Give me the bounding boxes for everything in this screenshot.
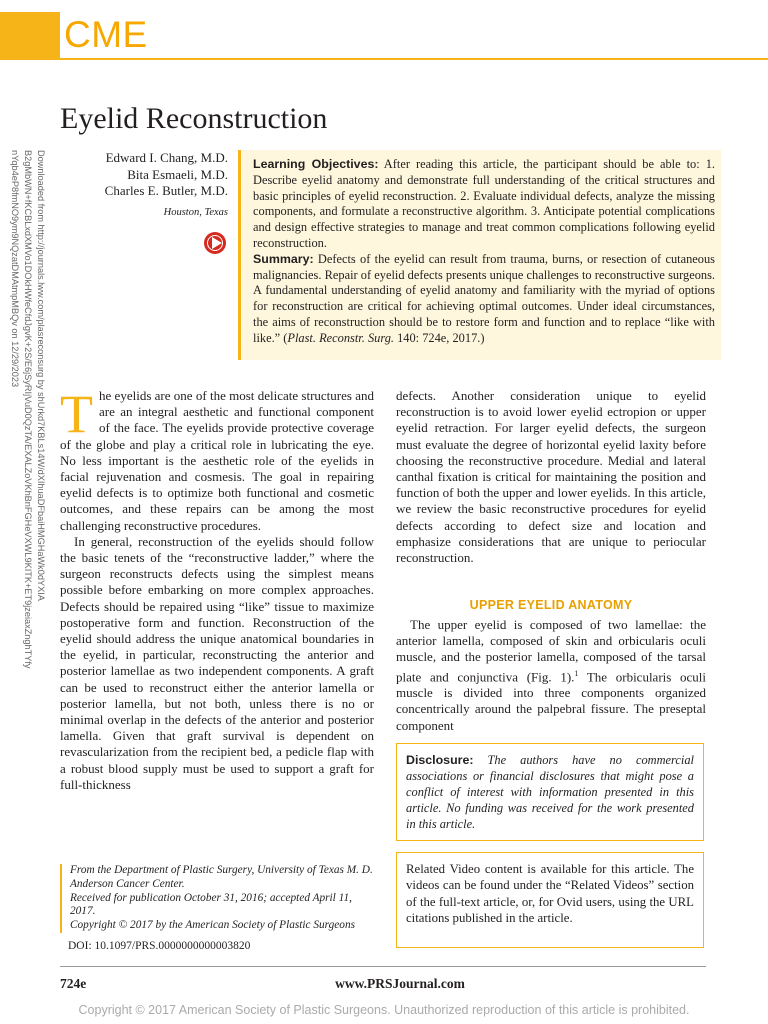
- body-paragraph: In general, reconstruction of the eyelids should follow the basic tenets of the “reconstructive ladder,” where the surgeon reconstructs defects using the simplest means possible before embarking on more complex approaches. Defects should be repaired using “like” tissue to maximize postoperative form and function. Reconstruction of the eyelid should address the unique anatomical boundaries in the eyelid, in particular, reconstructing the anterior and posterior lamellae as two independent components. A graft can be used to reconstruct either the anterior lamella or posterior lamella, but not both, unless there is no or minimal overlap in the defects of the anterior and posterior lamella. Given that graft survival is dependent on revascularization from the recipient bed, a pedicle flap with a robust blood supply must be used to support a graft for full-thickness: [60, 533, 374, 792]
- journal-url[interactable]: www.PRSJournal.com: [335, 976, 465, 991]
- cme-label: CME: [64, 14, 148, 55]
- doi[interactable]: DOI: 10.1097/PRS.0000000000003820: [68, 940, 251, 952]
- body-paragraph: defects. Another consideration unique to eyelid reconstruction is to avoid lower eyelid ectropion or upper eyelid retraction. For larger eyelid defects, the surgeon must evaluate the degree of horizontal eyelid laxity before choosing the reconstructive procedure. Medial and lateral canthal fixation is critical for maintaining the position and function of both the upper and lower eyelids. In this article, we review the basic reconstructive procedures for eyelid defects according to defect size and location and emphasize considerations that are unique to periocular reconstruction.: [396, 388, 706, 566]
- article-footnote: [60, 864, 374, 933]
- footnote-copyright: Copyright © 2017 by the American Society of Plastic Surgeons: [70, 919, 355, 932]
- objectives-label: Learning Objectives:: [253, 157, 379, 171]
- author-list: [60, 150, 228, 200]
- summary-label: Summary:: [253, 251, 314, 266]
- footnote-received: Received for publication October 31, 2016; accepted April 11, 2017.: [70, 891, 352, 918]
- author: Edward I. Chang, M.D.: [105, 150, 228, 165]
- body-column-right: [396, 388, 706, 566]
- drop-cap: T: [60, 384, 93, 444]
- citation-journal: Plast. Reconstr. Surg.: [287, 330, 394, 345]
- side-watermark-line-1: Downloaded from http://journals.lww.com/plasreconsurg by shUrkd7KBLs14W/dXIhuaDFbaiHMGHaWk0dYXIA: [36, 150, 46, 601]
- author: Bita Esmaeli, M.D.: [127, 166, 228, 182]
- article-title: Eyelid Reconstruction: [60, 102, 328, 135]
- side-watermark-line-3: nYqb4eP8fmNO9ym9NQzatDMAtmpMBQv on 12/29/2023: [10, 150, 20, 388]
- affiliation-city: Houston, Texas: [163, 207, 228, 218]
- author: Charles E. Butler, M.D.: [104, 183, 228, 198]
- body-column-right-section: [396, 617, 706, 734]
- page-number: 724e: [60, 976, 87, 991]
- disclosure-text: Disclosure: The authors have no commercial associations or financial disclosures that might pose a conflict of interest with information presented in this article. No funding was received for the work presented in this article.: [406, 753, 694, 831]
- learning-objectives-box: [238, 150, 721, 360]
- header-rule: [0, 58, 768, 60]
- side-watermark: [4, 150, 48, 710]
- reference-superscript[interactable]: 1: [574, 668, 579, 678]
- footer-rule: [60, 966, 706, 967]
- body-paragraph: The upper eyelid is composed of two lamellae: the anterior lamella, composed of skin and orbicularis oculi muscle, and the posterior lamella, composed of the tarsal plate and conjunctiva (Fig. 1).$^1$ The orbicularis oculi muscle is divided into three components organized concentrically around the palpebral fissure. The preseptal component: [396, 617, 707, 733]
- footnote-from: From the Department of Plastic Surgery, University of Texas M. D. Anderson Cancer Center.: [70, 864, 373, 890]
- related-video-box: [396, 852, 704, 948]
- objectives-text: Learning Objectives: After reading this article, the participant should be able to: 1. Describe eyelid anatomy and demonstrate full understanding of the critical structures and basic principles of eyelid reconstruction. 2. Evaluate individual defects, analyze the missing components, and formulate a reconstructive algorithm. 3. Anticipate potential complications and design effective strategies to manage and treat common complications following eyelid reconstruction. Summary: Defects of the eyelid can result from trauma, burns, or resection of cutaneous malignancies. Repair of eyelid defects presents unique challenges to reconstructive surgeons. A fundamental understanding of eyelid anatomy and familiarity with the myriad of options for reconstruction are critical for achieving optimal outcomes. Under ideal circumstances, the aims of reconstruction should be to restore form and function and to replace “like with like.” (Plast. Reconstr. Surg. 140: 724e, 2017.): [253, 157, 715, 345]
- disclosure-label: Disclosure:: [406, 753, 474, 767]
- body-paragraph: The eyelids are one of the most delicate structures and are an integral aesthetic and functional component of the face. The eyelids provide protective coverage of the globe and play a critical role in lubricating the eye. No less important is the aesthetic role of the eyelids in facial rejuvenation and cosmesis. The goal in repairing eyelid defects is to optimize both functional and cosmetic outcomes, and these repairs can be among the most challenging reconstructive procedures.: [60, 384, 374, 533]
- body-column-left: [60, 384, 374, 793]
- related-video-text: Related Video content is available for this article. The videos can be found under the “Related Videos” section of the full-text article, or, for Ovid users, using the URL citations published in the article.: [406, 862, 694, 926]
- side-watermark-line-2: B2gMbWN+fKCBLxdXMVo1DOkHWfeCfdJgvK+2S/E6jSyRIjVuD0QzTA/EXALZoVKhBnFGHeVXWL9KITK+ET9jzeiaxZnghTYfy: [23, 150, 33, 669]
- video-play-icon[interactable]: [204, 232, 226, 254]
- disclosure-box: [396, 743, 704, 841]
- copyright-notice: Copyright © 2017 American Society of Plastic Surgeons. Unauthorized reproduction of this article is prohibited.: [78, 1003, 690, 1017]
- cme-accent-bar: [0, 12, 60, 58]
- section-heading: UPPER EYELID ANATOMY: [469, 598, 633, 612]
